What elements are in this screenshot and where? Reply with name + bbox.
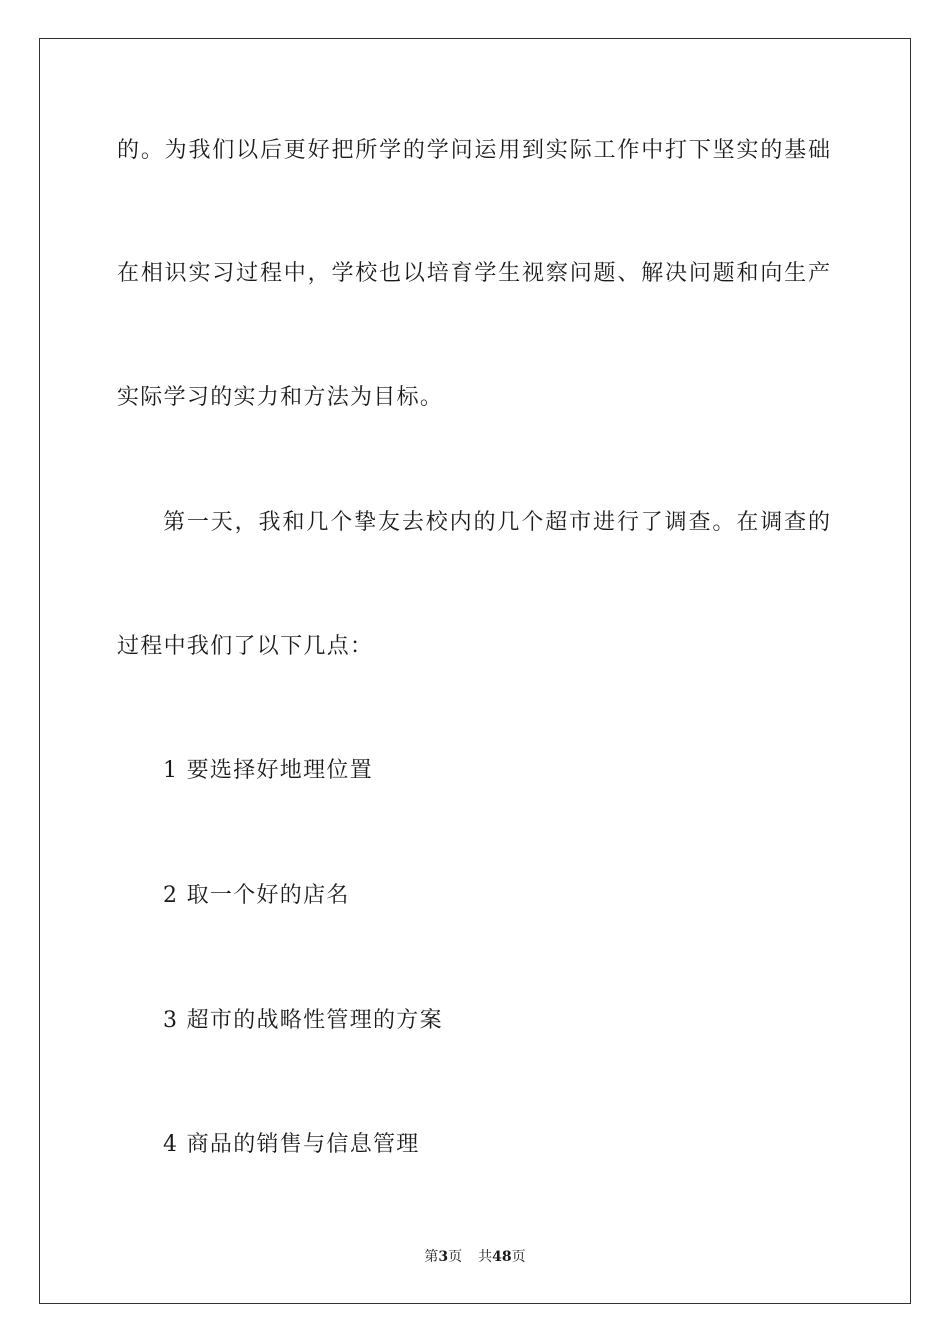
list-item-4: 4 商品的销售与信息管理 bbox=[163, 1132, 420, 1157]
text-line-1: 的。为我们以后更好把所学的学问运用到实际工作中打下坚实的基础 bbox=[117, 138, 830, 163]
page-prefix: 第 bbox=[424, 1249, 439, 1265]
text-line-3: 实际学习的实力和方法为目标。 bbox=[117, 385, 444, 410]
total-prefix: 共 bbox=[478, 1249, 493, 1265]
page-border bbox=[39, 38, 911, 1304]
text-line-2: 在相识实习过程中，学校也以培育学生视察问题、解决问题和向生产 bbox=[117, 261, 830, 286]
page-footer bbox=[0, 1247, 950, 1267]
list-item-1: 1 要选择好地理位置 bbox=[163, 758, 373, 783]
text-line-4: 第一天，我和几个挚友去校内的几个超市进行了调查。在调查的 bbox=[163, 510, 830, 535]
total-page-count: 48 bbox=[492, 1249, 512, 1265]
text-line-5: 过程中我们了以下几点： bbox=[117, 634, 374, 659]
list-item-2: 2 取一个好的店名 bbox=[163, 883, 350, 908]
current-page-number: 3 bbox=[438, 1249, 449, 1265]
total-suffix: 页 bbox=[511, 1249, 526, 1265]
list-item-3: 3 超市的战略性管理的方案 bbox=[163, 1008, 443, 1033]
page-suffix: 页 bbox=[448, 1249, 463, 1265]
